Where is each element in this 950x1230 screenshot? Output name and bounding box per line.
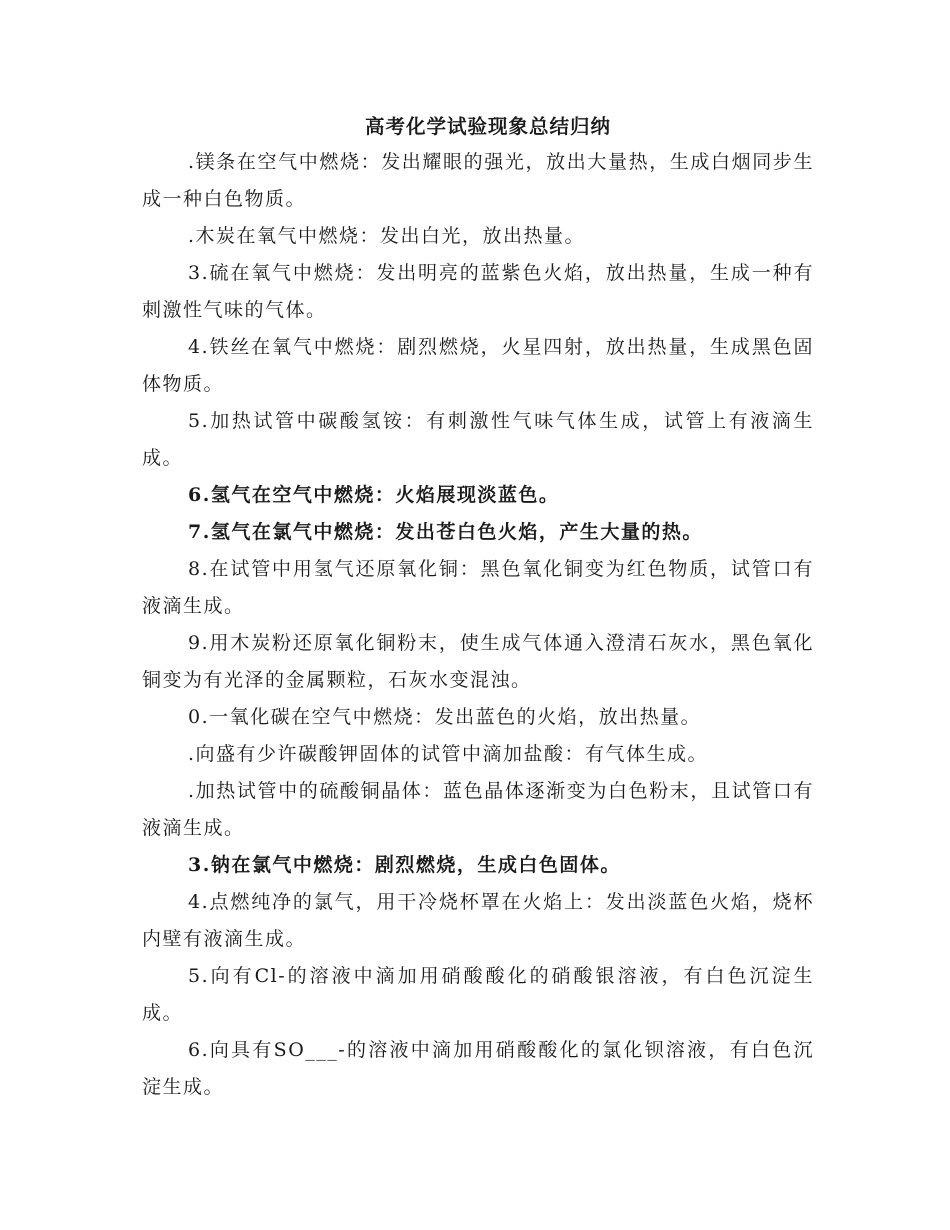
paragraph-5: 5.加热试管中碳酸氢铵：有刺激性气味气体生成，试管上有液滴生成。 [142,410,814,469]
paragraph-14: 4.点燃纯净的氯气，用干冷烧杯罩在火焰上：发出淡蓝色火焰，烧杯内壁有液滴生成。 [142,891,814,950]
paragraph-13: 3.钠在氯气中燃烧：剧烈燃烧，生成白色固体。 [188,854,621,876]
paragraph-12: .加热试管中的硫酸铜晶体：蓝色晶体逐渐变为白色粉末，且试管口有液滴生成。 [142,780,814,839]
paragraph-1: .镁条在空气中燃烧：发出耀眼的强光，放出大量热，生成白烟同步生成一种白色物质。 [142,151,814,210]
paragraph-6: 6.氢气在空气中燃烧：火焰展现淡蓝色。 [188,484,560,506]
paragraph-16: 6.向具有SO___-的溶液中滴加用硝酸酸化的氯化钡溶液，有白色沉淀生成。 [142,1039,814,1098]
paragraph-3: 3.硫在氧气中燃烧：发出明亮的蓝紫色火焰，放出热量，生成一种有刺激性气味的气体。 [142,262,814,321]
paragraph-4: 4.铁丝在氧气中燃烧：剧烈燃烧，火星四射，放出热量，生成黑色固体物质。 [142,336,814,395]
paragraph-2: .木炭在氧气中燃烧：发出白光，放出热量。 [188,225,586,247]
document-title: 高考化学试验现象总结归纳 [364,115,611,138]
paragraph-9: 9.用木炭粉还原氧化铜粉末，使生成气体通入澄清石灰水，黑色氧化铜变为有光泽的金属颗粒，石灰水变混浊。 [142,632,814,691]
paragraph-15: 5.向有Cl-的溶液中滴加用硝酸酸化的硝酸银溶液，有白色沉淀生成。 [142,965,814,1024]
paragraph-8: 8.在试管中用氢气还原氧化铜：黑色氧化铜变为红色物质，试管口有液滴生成。 [142,558,814,617]
paragraph-10: 0.一氧化碳在空气中燃烧：发出蓝色的火焰，放出热量。 [188,706,702,728]
paragraph-7: 7.氢气在氯气中燃烧：发出苍白色火焰，产生大量的热。 [188,521,703,543]
paragraph-11: .向盛有少许碳酸钾固体的试管中滴加盐酸：有气体生成。 [188,743,709,765]
document-content [142,110,814,1106]
